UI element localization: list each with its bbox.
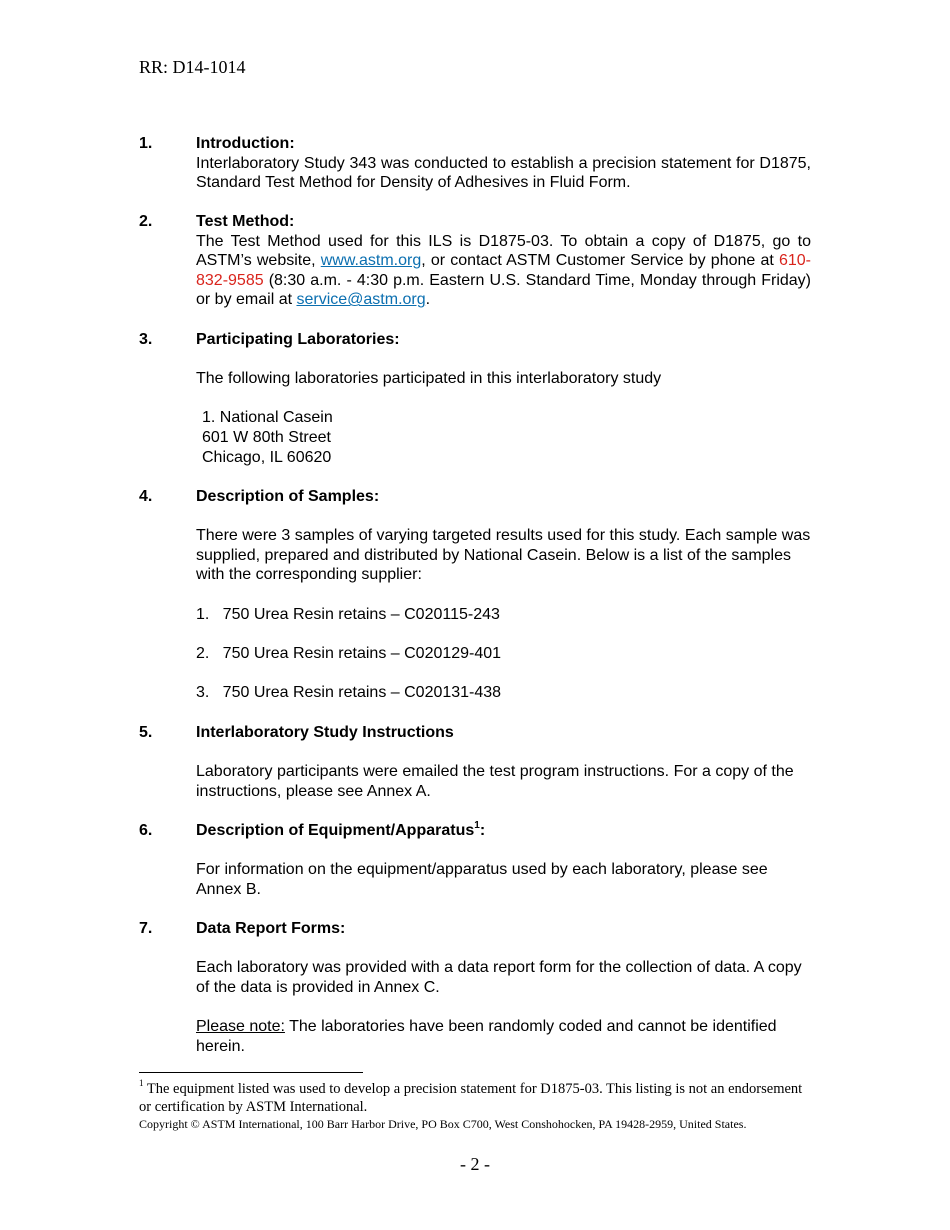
laboratory-city: Chicago, IL 60620	[202, 448, 332, 466]
section-number: 7.	[139, 920, 153, 937]
section-title: Participating Laboratories:	[196, 331, 400, 348]
section-text: Laboratory participants were emailed the test program instructions. For a copy of the instructions, please see Annex A.	[196, 763, 794, 800]
section-number: 1.	[139, 135, 153, 152]
section-title: Interlaboratory Study Instructions	[196, 724, 454, 741]
title-text: Description of Equipment/Apparatus	[196, 822, 475, 839]
text-fragment: .	[425, 291, 431, 309]
footnote	[139, 1080, 811, 1116]
section-text: For information on the equipment/apparatus used by each laboratory, please see Annex B.	[196, 861, 768, 898]
astm-website-link[interactable]: www.astm.org	[320, 252, 422, 270]
footnote-divider	[139, 1072, 363, 1073]
note-label: Please note:	[196, 1017, 285, 1035]
note-text: The laboratories have been randomly coded and cannot be identified herein.	[196, 1017, 777, 1055]
section-text: The following laboratories participated in this interlaboratory study	[196, 370, 662, 388]
sample-item: 3. 750 Urea Resin retains – C020131-438	[196, 683, 502, 701]
sample-item: 2. 750 Urea Resin retains – C020129-401	[196, 644, 502, 662]
laboratory-name: 1. National Casein	[202, 409, 333, 427]
section-text: There were 3 samples of varying targeted results used for this study. Each sample was supplied, prepared and distributed by National Casein. Below is a list of the samples with the corresponding supplier:	[196, 527, 811, 584]
report-id-header: RR: D14-1014	[139, 57, 246, 77]
service-email-link[interactable]: service@astm.org	[296, 291, 426, 309]
note-paragraph	[196, 1017, 811, 1056]
section-number: 2.	[139, 213, 153, 230]
section-number: 3.	[139, 331, 153, 348]
section-number: 4.	[139, 488, 153, 505]
section-text	[196, 232, 811, 310]
footnote-text: The equipment listed was used to develop a precision statement for D1875-03. This listing is not an endorsement or certification by ASTM International.	[139, 1081, 803, 1115]
section-text: Each laboratory was provided with a data report form for the collection of data. A copy of the data is provided in Annex C.	[196, 959, 802, 996]
section-text: Interlaboratory Study 343 was conducted to establish a precision statement for D1875, Standard Test Method for Density of Adhesives in Fluid Form.	[196, 154, 811, 192]
section-title	[196, 821, 811, 841]
sample-item: 1. 750 Urea Resin retains – C020115-243	[196, 605, 500, 623]
text-fragment: (8:30 a.m. - 4:30 p.m. Eastern U.S. Standard Time, Monday through Friday) or by email at	[196, 271, 811, 309]
section-number: 6.	[139, 822, 153, 839]
customer-service-phone[interactable]: 610-832-9585	[196, 252, 812, 289]
footnote-mark: 1	[139, 1078, 144, 1089]
title-suffix: :	[479, 822, 486, 839]
section-title: Test Method:	[196, 213, 295, 230]
section-title: Description of Samples:	[196, 488, 380, 505]
laboratory-street: 601 W 80th Street	[202, 428, 331, 446]
text-fragment: The Test Method used for this ILS is D1875-03. To obtain a copy of D1875, go to ASTM’s website,	[196, 232, 811, 270]
section-number: 5.	[139, 724, 153, 741]
section-title: Data Report Forms:	[196, 920, 346, 937]
page-number: - 2 -	[460, 1154, 490, 1174]
section-title: Introduction:	[196, 135, 295, 152]
text-fragment: , or contact ASTM Customer Service by phone at	[421, 252, 779, 270]
copyright-notice: Copyright © ASTM International, 100 Barr Harbor Drive, PO Box C700, West Conshohocken, PA 19428-2959, United States.	[139, 1117, 747, 1131]
footnote-reference[interactable]: 1	[474, 819, 480, 831]
